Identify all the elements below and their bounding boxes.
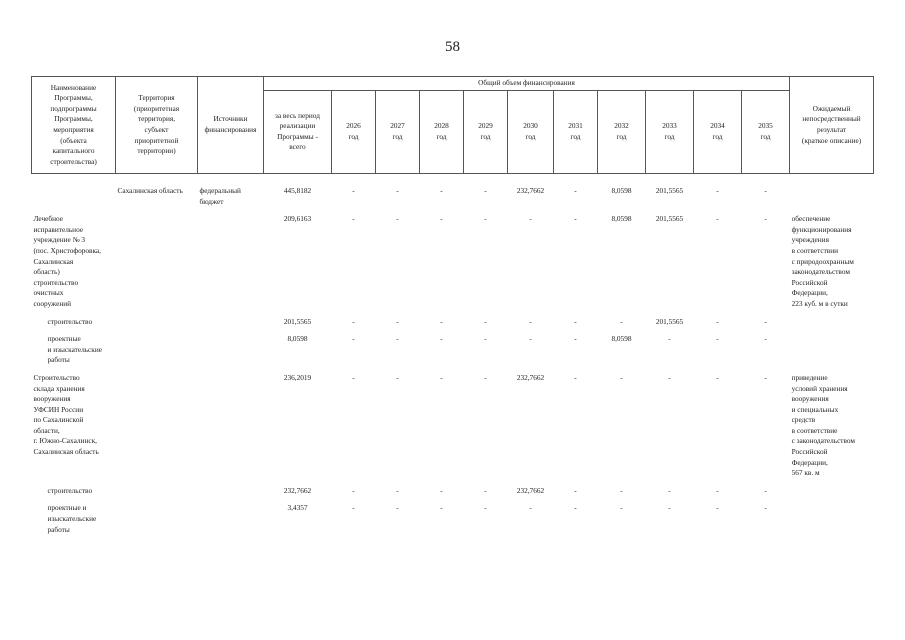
header-year: 2031 год: [554, 90, 598, 173]
row-year-value: -: [396, 503, 399, 513]
row-year-value: -: [440, 334, 443, 344]
header-year: 2028 год: [420, 90, 464, 173]
row-year-value: -: [352, 372, 355, 382]
row-year-value: -: [484, 503, 487, 513]
table-row: [32, 208, 874, 310]
row-year-value: -: [352, 214, 355, 224]
row-year-value: -: [484, 372, 487, 382]
row-year-value: -: [668, 334, 671, 344]
row-year-value: -: [574, 334, 577, 344]
header-sources: Источники финансирования: [198, 77, 264, 174]
row-year-value: -: [396, 372, 399, 382]
row-year-value: -: [574, 485, 577, 495]
row-year-value: -: [620, 316, 623, 326]
row-year-value: -: [484, 186, 487, 195]
row-result: [790, 480, 874, 498]
row-name: строительство: [47, 485, 93, 495]
row-year-value: 232,7662: [516, 186, 545, 195]
financing-table: [31, 76, 874, 536]
row-year-value: -: [484, 334, 487, 344]
row-name: Лечебное исправительное учреждение № 3 (пос. Христофоровка, Сахалинская область) строительство очистных сооружений: [33, 214, 101, 308]
table-row: [32, 497, 874, 536]
row-year-value: -: [440, 316, 443, 326]
row-year-value: 8,0598: [611, 214, 632, 224]
row-year-value: -: [716, 334, 719, 344]
row-result: приведение условий хранения вооружения и специальных средств в соответствие с законодательством Российской Федерации, 567 кв. м: [791, 372, 856, 478]
table-row: [32, 174, 874, 209]
row-year-value: -: [529, 334, 532, 344]
row-year-value: -: [716, 372, 719, 382]
table-body: [32, 174, 874, 537]
row-year-value: -: [764, 485, 767, 495]
row-total: 201,5565: [283, 316, 312, 326]
row-territory: [116, 328, 198, 367]
row-year-value: -: [440, 485, 443, 495]
header-result: Ожидаемый непосредственный результат (краткое описание): [790, 77, 874, 174]
row-year-value: -: [440, 214, 443, 224]
row-year-value: 201,5565: [655, 316, 684, 326]
row-year-value: 232,7662: [516, 372, 545, 382]
header-total-group: Общий объем финансирования: [264, 77, 790, 91]
row-year-value: -: [396, 186, 399, 195]
row-territory: [116, 497, 198, 536]
row-year-value: -: [668, 503, 671, 513]
row-year-value: -: [574, 372, 577, 382]
row-year-value: -: [529, 316, 532, 326]
row-year-value: -: [620, 372, 623, 382]
row-year-value: 232,7662: [516, 485, 545, 495]
row-territory: [116, 367, 198, 480]
row-year-value: 8,0598: [611, 334, 632, 344]
row-year-value: -: [716, 316, 719, 326]
page-number: 58: [445, 39, 460, 55]
row-year-value: -: [396, 485, 399, 495]
row-year-value: -: [668, 372, 671, 382]
row-year-value: -: [574, 503, 577, 513]
row-year-value: -: [764, 186, 767, 195]
row-year-value: -: [484, 485, 487, 495]
row-total: 445,8182: [283, 186, 312, 195]
header-territory: Территория (приоритетная территория, субъект приоритетной территории): [116, 77, 198, 174]
row-result: [790, 311, 874, 329]
row-year-value: -: [529, 503, 532, 513]
row-year-value: -: [396, 334, 399, 344]
row-name: строительство: [47, 316, 93, 326]
header-name: Наименование Программы, подпрограммы Программы, мероприятия (объекта капитального строительства): [32, 77, 116, 174]
header-year: 2032 год: [598, 90, 646, 173]
row-year-value: -: [440, 186, 443, 195]
row-name: [32, 174, 116, 209]
header-year: 2034 год: [694, 90, 742, 173]
row-name: проектные и изыскательские работы: [47, 334, 102, 365]
row-year-value: -: [352, 503, 355, 513]
row-year-value: -: [716, 485, 719, 495]
row-year-value: -: [352, 485, 355, 495]
row-year-value: -: [668, 485, 671, 495]
row-year-value: -: [716, 214, 719, 224]
row-year-value: -: [764, 214, 767, 224]
row-year-value: -: [352, 316, 355, 326]
header-year: 2027 год: [376, 90, 420, 173]
row-source: [198, 311, 264, 329]
row-year-value: -: [574, 214, 577, 224]
row-year-value: -: [716, 186, 719, 195]
row-year-value: -: [574, 316, 577, 326]
row-source: [198, 208, 264, 310]
table-row: [32, 311, 874, 329]
row-total: 8,0598: [287, 334, 308, 344]
row-source: [198, 480, 264, 498]
row-result: [790, 174, 874, 209]
row-source: [198, 367, 264, 480]
row-year-value: -: [620, 485, 623, 495]
row-territory: [116, 311, 198, 329]
header-total: за весь период реализации Программы - всего: [264, 90, 332, 173]
row-year-value: -: [620, 503, 623, 513]
row-year-value: -: [574, 186, 577, 195]
row-year-value: -: [764, 316, 767, 326]
row-total: 209,6163: [283, 214, 312, 224]
header-year: 2033 год: [646, 90, 694, 173]
row-source: федеральный бюджет: [199, 186, 241, 206]
row-territory: Сахалинская область: [117, 186, 183, 195]
row-territory: [116, 480, 198, 498]
header-year: 2035 год: [742, 90, 790, 173]
row-year-value: -: [716, 503, 719, 513]
table-row: [32, 480, 874, 498]
table-row: [32, 328, 874, 367]
row-year-value: -: [484, 316, 487, 326]
row-year-value: 201,5565: [655, 186, 684, 195]
header-year: 2029 год: [464, 90, 508, 173]
row-name: Строительство склада хранения вооружения УФСИН России по Сахалинской области, г. Южно-Сахалинск, Сахалинская область: [33, 372, 99, 457]
row-source: [198, 497, 264, 536]
row-year-value: -: [764, 503, 767, 513]
row-source: [198, 328, 264, 367]
table-row: [32, 367, 874, 480]
row-result: [790, 497, 874, 536]
row-year-value: -: [352, 186, 355, 195]
row-result: [790, 328, 874, 367]
row-year-value: -: [396, 214, 399, 224]
row-year-value: -: [352, 334, 355, 344]
row-result: обеспечение функционирования учреждения в соответствии с природоохранным законодательством Российской Федерации, 223 куб. м в сутки: [791, 214, 854, 308]
row-total: 236,2019: [283, 372, 312, 382]
header-year: 2030 год: [508, 90, 554, 173]
row-year-value: 201,5565: [655, 214, 684, 224]
row-year-value: -: [529, 214, 532, 224]
row-year-value: -: [484, 214, 487, 224]
row-year-value: -: [764, 372, 767, 382]
row-year-value: -: [764, 334, 767, 344]
row-year-value: -: [440, 372, 443, 382]
row-year-value: -: [396, 316, 399, 326]
row-year-value: 8,0598: [611, 186, 632, 195]
header-year: 2026 год: [332, 90, 376, 173]
row-name: проектные и изыскательские работы: [47, 503, 97, 534]
row-total: 232,7662: [283, 485, 312, 495]
row-total: 3,4357: [287, 503, 308, 513]
row-territory: [116, 208, 198, 310]
row-year-value: -: [440, 503, 443, 513]
